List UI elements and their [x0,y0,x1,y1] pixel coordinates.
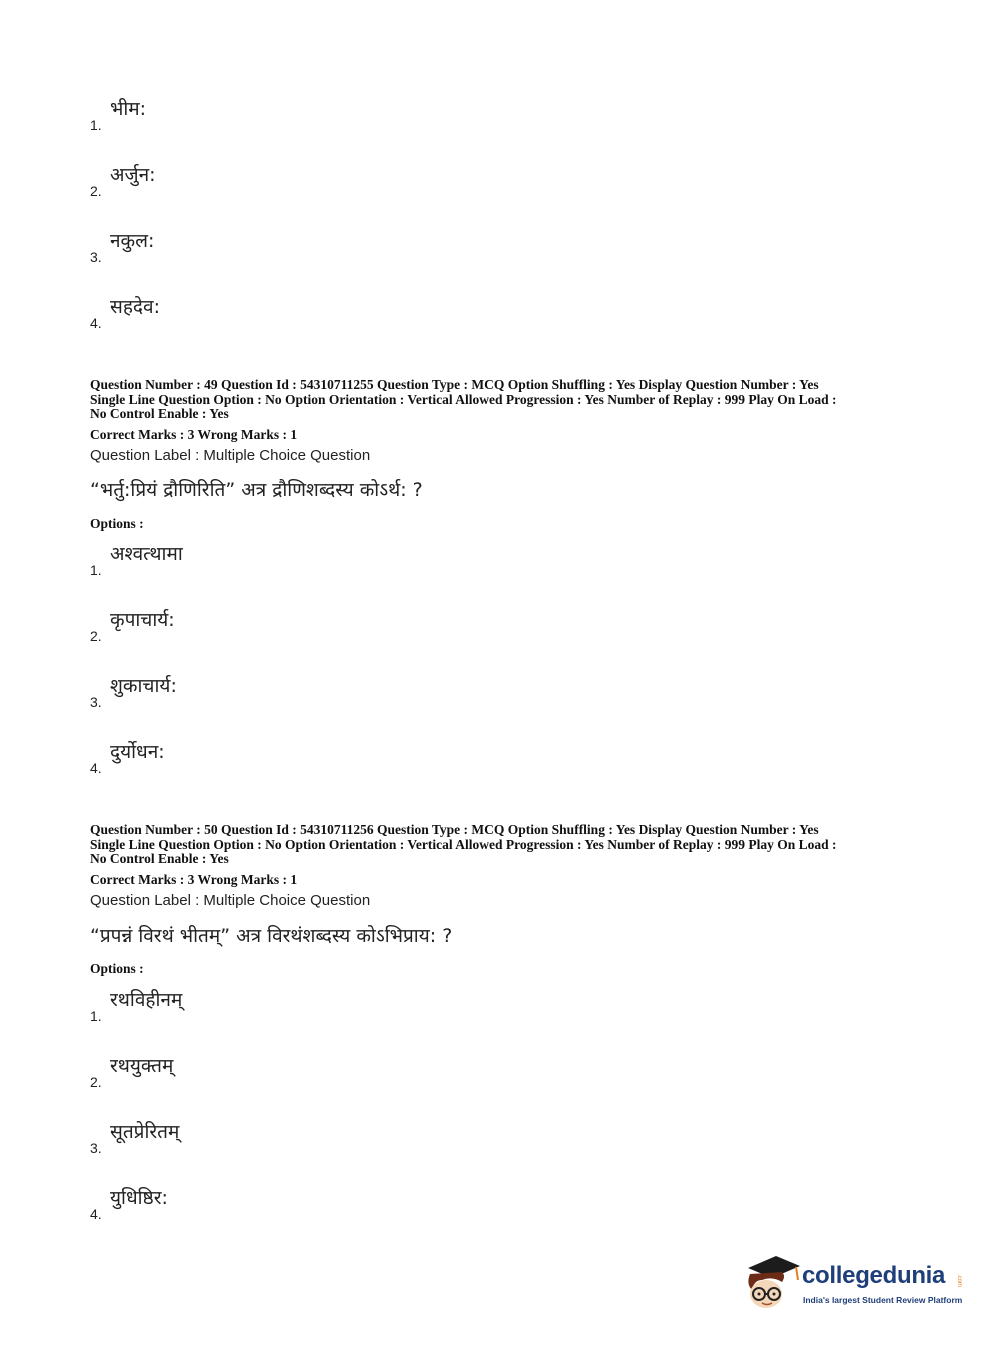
option-number: 1. [90,1008,102,1024]
meta-line: No Control Enable : Yes [90,406,229,421]
options-label: Options : [90,516,144,531]
option-text: नकुल: [110,230,155,252]
option-number: 4. [90,315,102,331]
option-number: 3. [90,249,102,265]
option-text: रथविहीनम् [110,989,183,1011]
option-number: 2. [90,1074,102,1090]
option-text: अश्वत्थामा [110,543,183,565]
option-text: दुर्योधन: [110,741,165,763]
option-text: कृपाचार्य: [110,609,175,631]
question-text: “प्रपन्नं विरथं भीतम्” अत्र विरथंशब्दस्य कोऽभिप्राय: ? [90,925,453,947]
mascot-icon [742,1250,802,1314]
option-number: 1. [90,117,102,133]
option-text: सूतप्रेरितम् [110,1121,180,1143]
question-label: Question Label : Multiple Choice Question [90,892,371,909]
question-marks: Correct Marks : 3 Wrong Marks : 1 [90,427,298,442]
logo-wordmark: collegedunia [802,1262,946,1289]
option-number: 2. [90,183,102,199]
question-label: Question Label : Multiple Choice Question [90,447,371,464]
option-number: 2. [90,628,102,644]
meta-line: Single Line Question Option : No Option Orientation : Vertical Allowed Progression : Yes Number of Replay : 999 Play On Load : [90,836,837,852]
option-text: रथयुक्तम् [110,1055,174,1077]
option-text: भीम: [110,98,147,120]
question-marks: Correct Marks : 3 Wrong Marks : 1 [90,872,298,887]
logo-domain: .com [956,1274,962,1288]
option-text: सहदेव: [110,296,160,318]
meta-line: Single Line Question Option : No Option Orientation : Vertical Allowed Progression : Yes Number of Replay : 999 Play On Load : [90,391,837,407]
meta-line: Question Number : 49 Question Id : 54310711255 Question Type : MCQ Option Shuffling : Yes Display Question Number : Yes [90,377,819,392]
logo-tagline: India's largest Student Review Platform [803,1295,963,1305]
option-number: 4. [90,1206,102,1222]
question-meta [90,823,920,867]
meta-line: No Control Enable : Yes [90,851,229,866]
option-text: युधिष्ठिर: [110,1187,168,1209]
option-number: 4. [90,760,102,776]
options-label: Options : [90,961,144,976]
option-text: अर्जुन: [110,164,156,186]
question-text: “भर्तु:प्रियं द्रौणिरिति” अत्र द्रौणिशब्दस्य कोऽर्थ: ? [90,479,423,501]
option-number: 3. [90,1140,102,1156]
option-text: शुकाचार्य: [110,675,177,697]
meta-line: Question Number : 50 Question Id : 54310711256 Question Type : MCQ Option Shuffling : Yes Display Question Number : Yes [90,822,819,837]
option-number: 3. [90,694,102,710]
option-number: 1. [90,562,102,578]
question-meta [90,378,920,422]
collegedunia-logo[interactable] [742,1250,972,1314]
